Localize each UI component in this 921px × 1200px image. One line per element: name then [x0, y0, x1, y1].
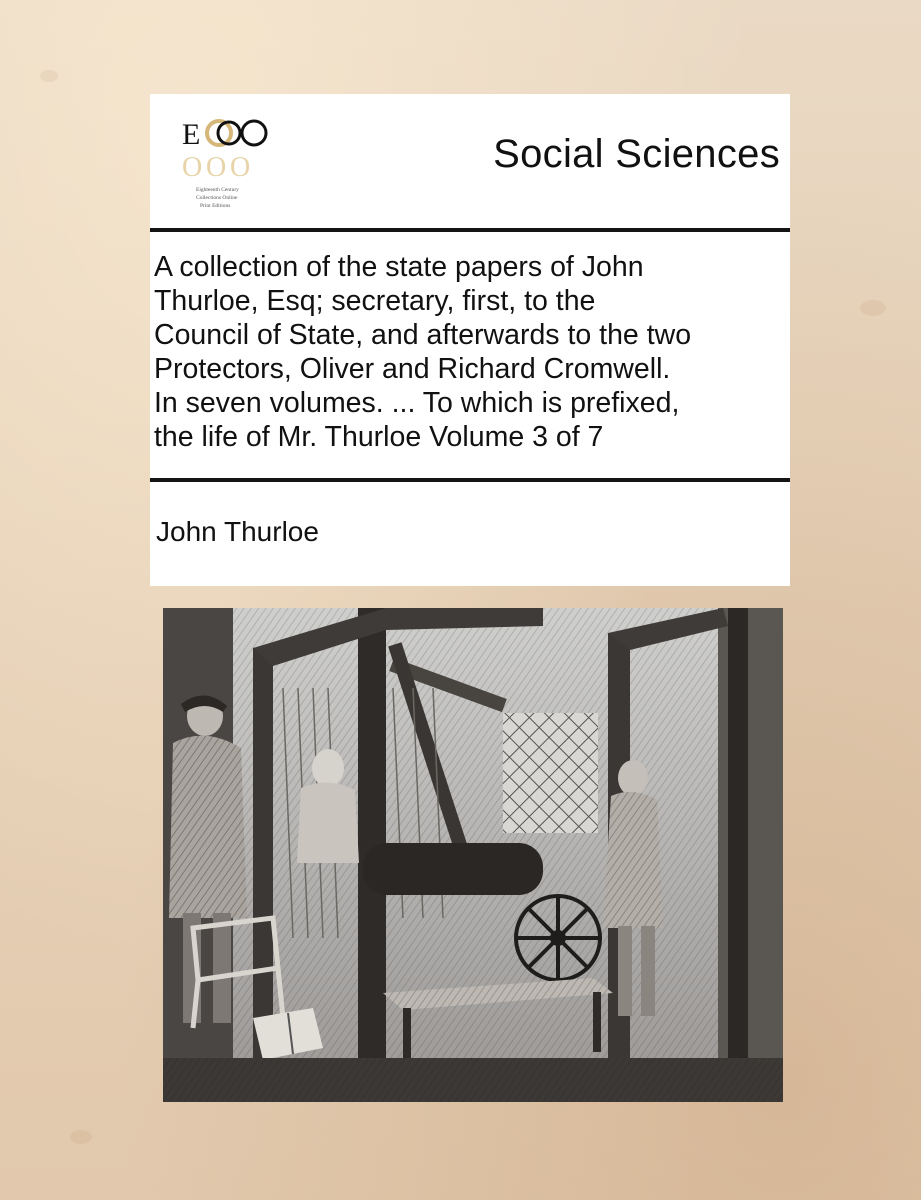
author-name: John Thurloe: [156, 516, 319, 547]
svg-text:O: O: [206, 152, 227, 183]
svg-text:O: O: [230, 152, 251, 183]
author-band: [150, 482, 790, 586]
svg-text:Eighteenth Century: Eighteenth Century: [196, 187, 239, 193]
loom-post-far-right: [728, 608, 748, 1102]
svg-text:Print Editions: Print Editions: [200, 203, 231, 209]
ecco-logo: [170, 106, 270, 218]
book-cover: [150, 94, 790, 586]
svg-text:O: O: [182, 152, 203, 183]
paper-speck: [860, 300, 886, 316]
loom-post-left: [253, 648, 273, 1068]
svg-text:Collections Online: Collections Online: [196, 195, 238, 201]
series-label: Social Sciences: [493, 132, 780, 176]
book-title: A collection of the state papers of John Thurloe, Esq; secretary, first, to the Council of State, and afterwards to the two Protectors, Oliver and Richard Cromwell. In seven volumes. ... To which is prefixed, the life of Mr. Thurloe Volume 3 of 7: [154, 251, 692, 453]
paper-speck: [70, 1130, 92, 1144]
spinning-wheel: [516, 896, 600, 980]
lattice-window: [503, 713, 598, 833]
paper-speck: [40, 70, 58, 82]
weavers-engraving: [163, 608, 783, 1102]
header-band: [150, 94, 790, 228]
right-wall-shadow: [718, 608, 783, 1102]
svg-text:E: E: [182, 118, 201, 151]
title-band: [150, 232, 790, 478]
